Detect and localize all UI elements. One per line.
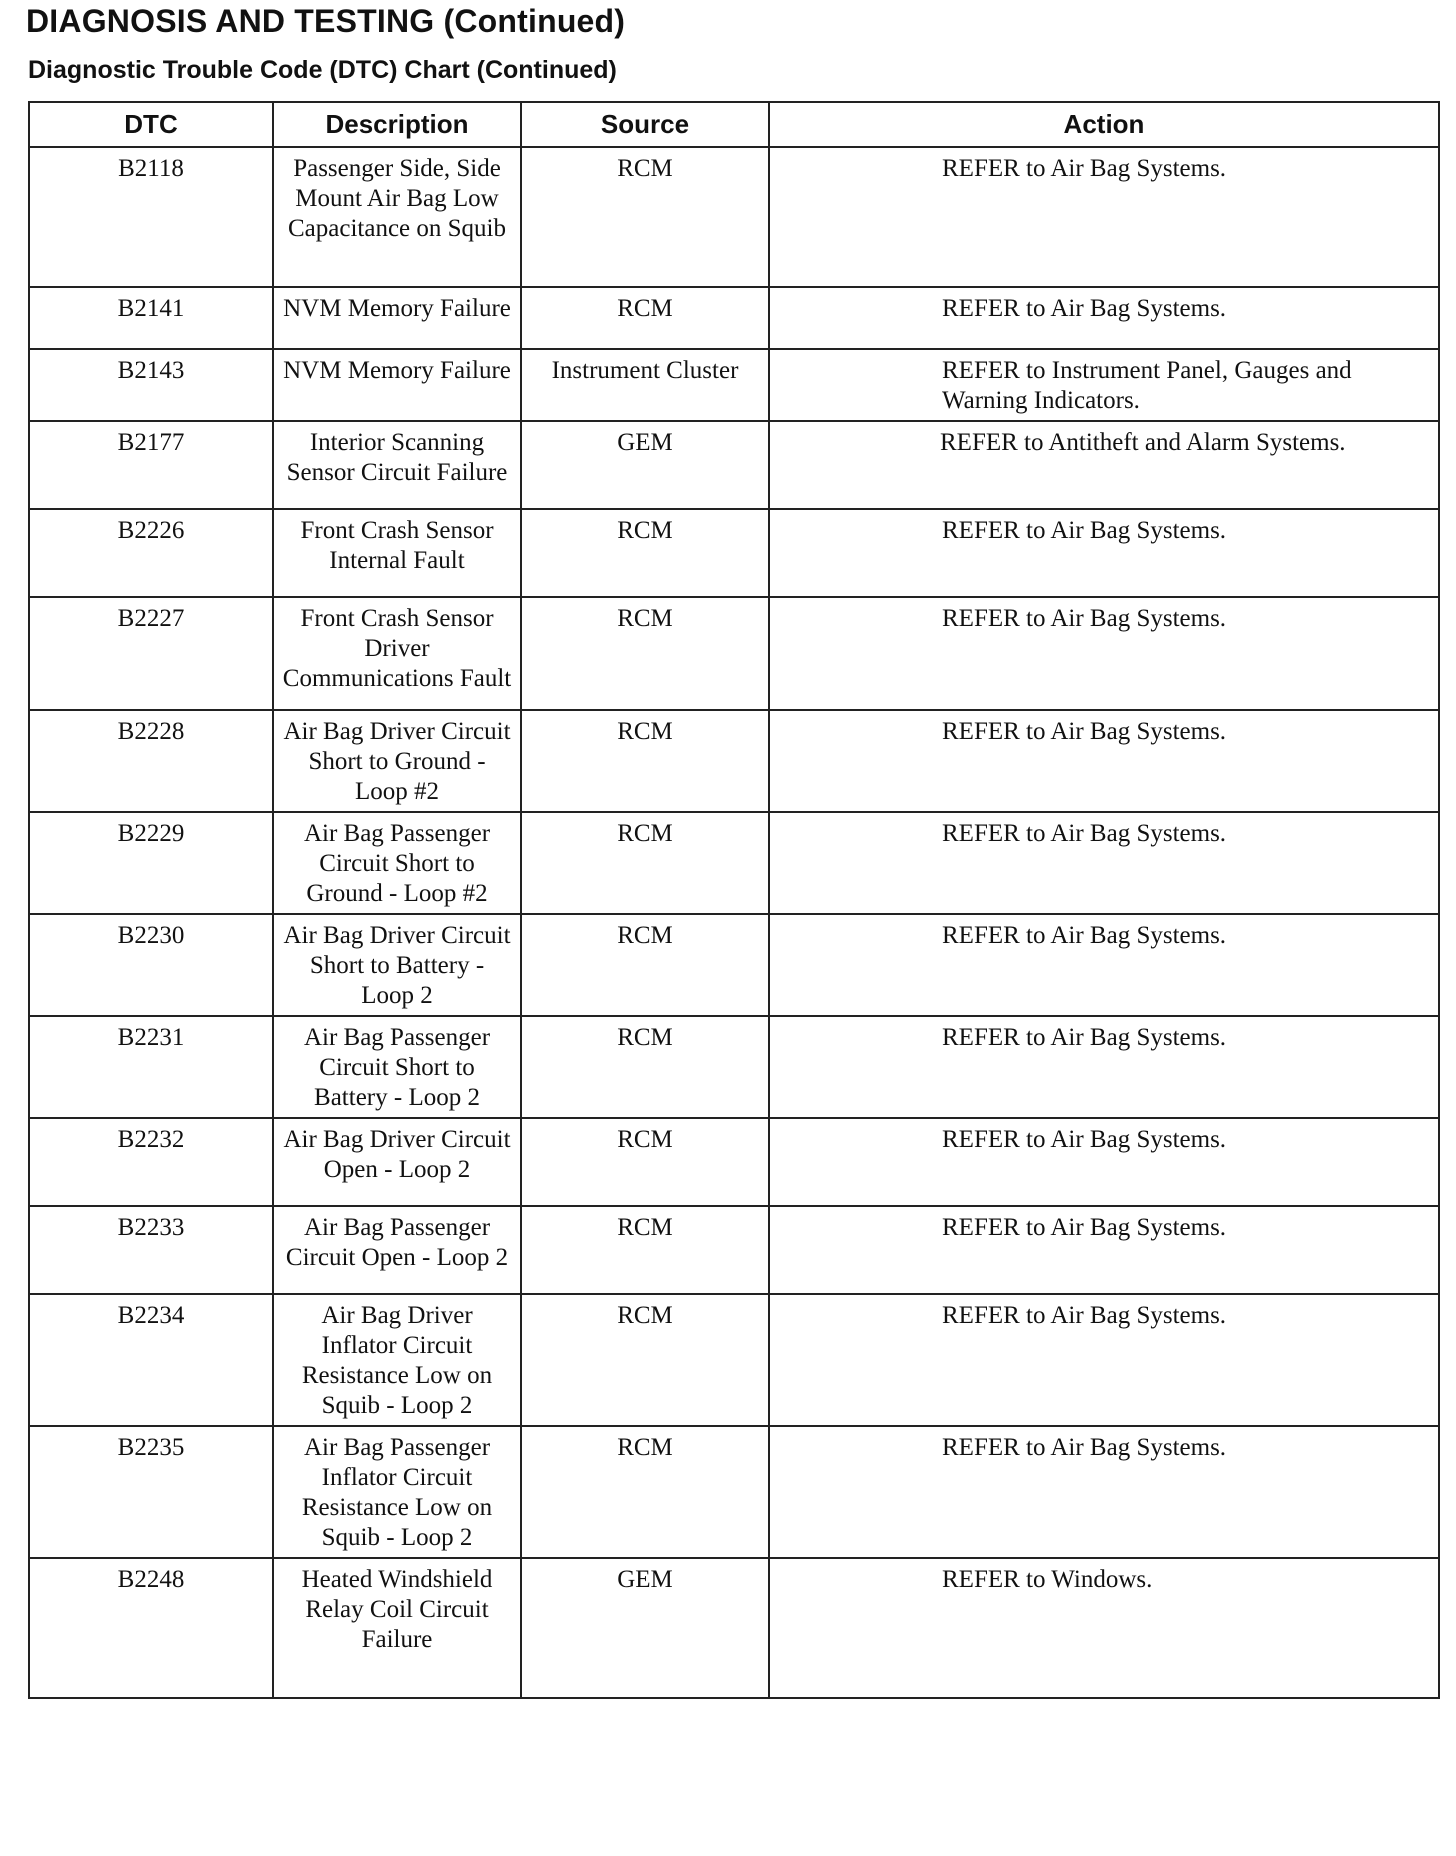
action-cell: REFER to Air Bag Systems.: [769, 812, 1439, 914]
description-cell: Air Bag Passenger Circuit Short to Battery - Loop 2: [273, 1016, 521, 1118]
action-cell: REFER to Air Bag Systems.: [769, 1118, 1439, 1206]
action-cell: REFER to Air Bag Systems.: [769, 1016, 1439, 1118]
column-header-source: Source: [521, 102, 769, 147]
section-title: Diagnostic Trouble Code (DTC) Chart (Continued): [28, 56, 617, 84]
page-title: DIAGNOSIS AND TESTING (Continued): [26, 3, 626, 39]
table-row: [29, 1206, 1439, 1294]
column-header-dtc: DTC: [29, 102, 273, 147]
action-cell: REFER to Air Bag Systems.: [769, 287, 1439, 349]
dtc-cell: B2118: [29, 147, 273, 287]
description-cell: Heated Windshield Relay Coil Circuit Failure: [273, 1558, 521, 1698]
table-row: [29, 914, 1439, 1016]
dtc-cell: B2177: [29, 421, 273, 509]
header-row: [29, 102, 1439, 147]
dtc-cell: B2228: [29, 710, 273, 812]
dtc-cell: B2232: [29, 1118, 273, 1206]
description-cell: Air Bag Driver Inflator Circuit Resistance Low on Squib - Loop 2: [273, 1294, 521, 1426]
action-cell: REFER to Air Bag Systems.: [769, 914, 1439, 1016]
description-cell: Front Crash Sensor Internal Fault: [273, 509, 521, 597]
action-cell: REFER to Air Bag Systems.: [769, 710, 1439, 812]
dtc-cell: B2233: [29, 1206, 273, 1294]
source-cell: RCM: [521, 1016, 769, 1118]
action-cell: REFER to Air Bag Systems.: [769, 1426, 1439, 1558]
table-row: [29, 597, 1439, 710]
dtc-cell: B2248: [29, 1558, 273, 1698]
source-cell: RCM: [521, 509, 769, 597]
table-row: [29, 147, 1439, 287]
dtc-cell: B2143: [29, 349, 273, 421]
description-cell: NVM Memory Failure: [273, 287, 521, 349]
source-cell: RCM: [521, 812, 769, 914]
dtc-cell: B2235: [29, 1426, 273, 1558]
source-cell: RCM: [521, 287, 769, 349]
description-cell: Air Bag Driver Circuit Short to Ground - Loop #2: [273, 710, 521, 812]
dtc-cell: B2226: [29, 509, 273, 597]
description-cell: Passenger Side, Side Mount Air Bag Low Capacitance on Squib: [273, 147, 521, 287]
column-header-description: Description: [273, 102, 521, 147]
dtc-cell: B2227: [29, 597, 273, 710]
description-cell: Interior Scanning Sensor Circuit Failure: [273, 421, 521, 509]
table-row: [29, 421, 1439, 509]
dtc-cell: B2234: [29, 1294, 273, 1426]
table-row: [29, 1426, 1439, 1558]
source-cell: GEM: [521, 421, 769, 509]
table-header: [29, 102, 1439, 147]
source-cell: RCM: [521, 1206, 769, 1294]
table-row: [29, 349, 1439, 421]
table-body: [29, 147, 1439, 1698]
description-cell: Air Bag Passenger Circuit Short to Ground - Loop #2: [273, 812, 521, 914]
dtc-cell: B2141: [29, 287, 273, 349]
table-row: [29, 509, 1439, 597]
table-row: [29, 1016, 1439, 1118]
source-cell: RCM: [521, 1426, 769, 1558]
table-row: [29, 287, 1439, 349]
description-cell: Air Bag Driver Circuit Open - Loop 2: [273, 1118, 521, 1206]
table-row: [29, 1294, 1439, 1426]
description-cell: NVM Memory Failure: [273, 349, 521, 421]
source-cell: RCM: [521, 914, 769, 1016]
action-cell: REFER to Air Bag Systems.: [769, 509, 1439, 597]
table-row: [29, 1118, 1439, 1206]
source-cell: RCM: [521, 147, 769, 287]
action-cell: REFER to Windows.: [769, 1558, 1439, 1698]
source-cell: RCM: [521, 597, 769, 710]
source-cell: GEM: [521, 1558, 769, 1698]
table-row: [29, 812, 1439, 914]
action-cell: REFER to Air Bag Systems.: [769, 597, 1439, 710]
source-cell: Instrument Cluster: [521, 349, 769, 421]
description-cell: Air Bag Passenger Circuit Open - Loop 2: [273, 1206, 521, 1294]
action-cell: REFER to Air Bag Systems.: [769, 1294, 1439, 1426]
dtc-cell: B2229: [29, 812, 273, 914]
source-cell: RCM: [521, 1294, 769, 1426]
source-cell: RCM: [521, 710, 769, 812]
action-cell: REFER to Antitheft and Alarm Systems.: [769, 421, 1439, 509]
action-cell: REFER to Instrument Panel, Gauges and Warning Indicators.: [769, 349, 1439, 421]
column-header-action: Action: [769, 102, 1439, 147]
dtc-cell: B2230: [29, 914, 273, 1016]
table-row: [29, 1558, 1439, 1698]
dtc-cell: B2231: [29, 1016, 273, 1118]
action-cell: REFER to Air Bag Systems.: [769, 147, 1439, 287]
description-cell: Air Bag Passenger Inflator Circuit Resistance Low on Squib - Loop 2: [273, 1426, 521, 1558]
action-cell: REFER to Air Bag Systems.: [769, 1206, 1439, 1294]
source-cell: RCM: [521, 1118, 769, 1206]
table-row: [29, 710, 1439, 812]
description-cell: Front Crash Sensor Driver Communications Fault: [273, 597, 521, 710]
description-cell: Air Bag Driver Circuit Short to Battery - Loop 2: [273, 914, 521, 1016]
dtc-table: [28, 101, 1440, 1699]
